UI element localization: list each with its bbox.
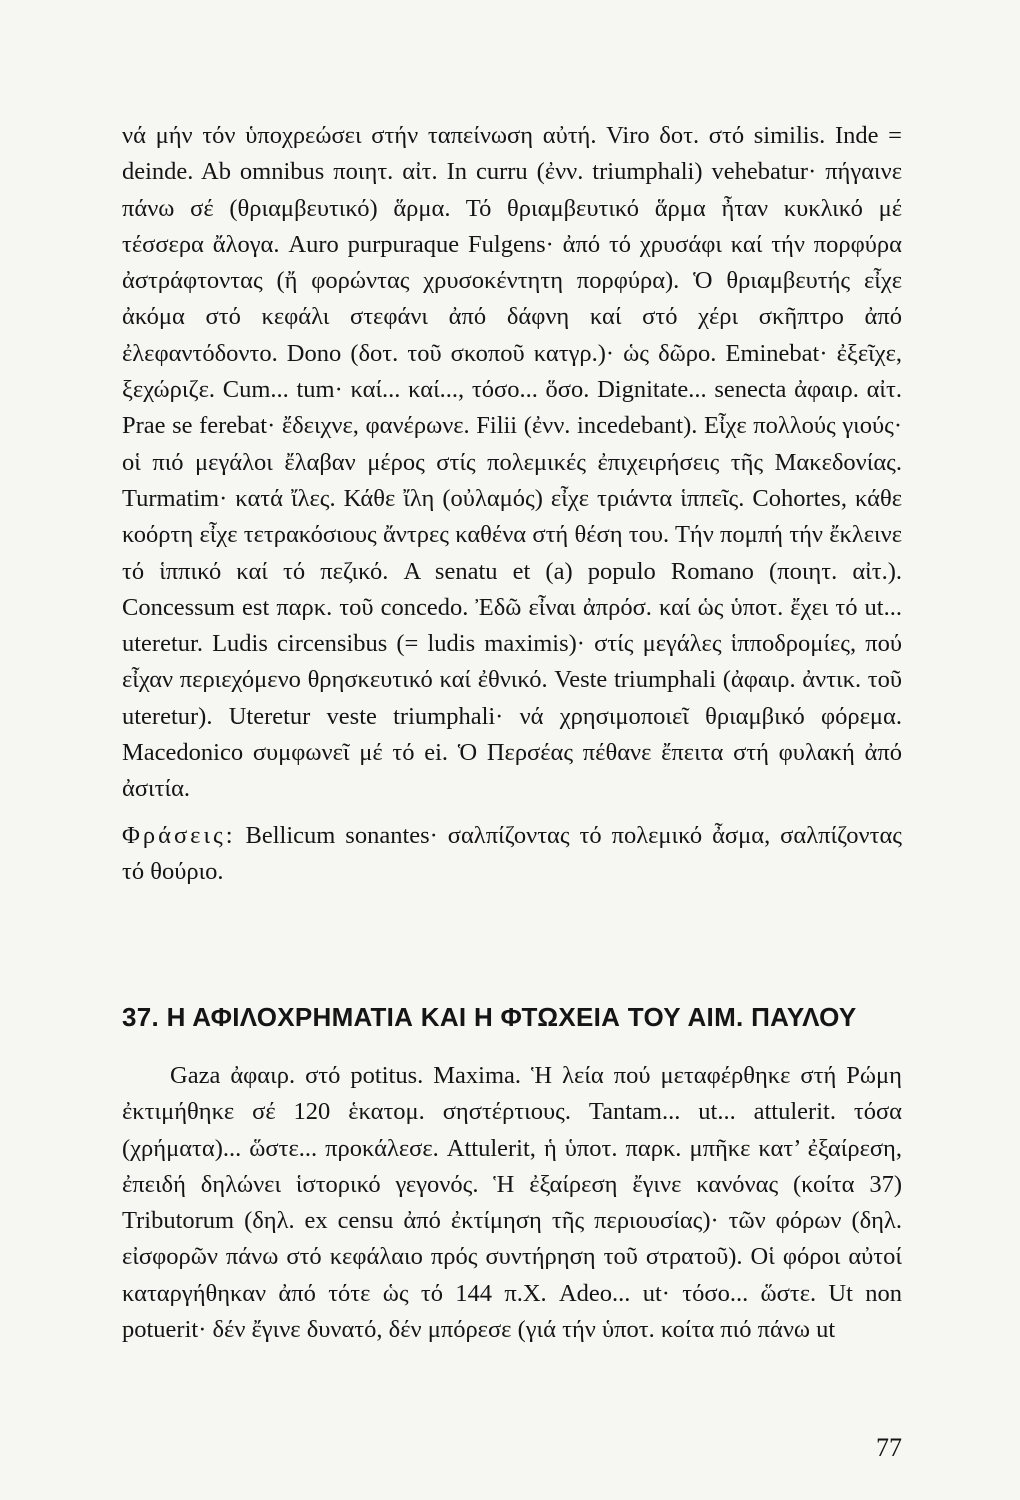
phrases-text: Bellicum sonantes· σαλπίζοντας τό πολεμικό ἆσμα, σαλπίζοντας τό θούριο. (122, 822, 902, 886)
commentary-paragraph-2: Gaza ἀφαιρ. στό potitus. Maxima. Ἡ λεία πού μεταφέρθηκε στή Ρώμη ἐκτιμήθηκε σέ 120 ἑκατομ. σηστέρτιους. Tantam... ut... attulerit. τόσα (χρήματα)... ὥστε... προκάλεσε. Attulerit, ἡ ὑποτ. παρκ. μπῆκε κατ’ ἐξαίρεση, ἐπειδή δηλώνει ἱστορικό γεγονός. Ἡ ἐξαίρεση ἔγινε κανόνας (κοίτα 37) Tributorum (δηλ. ex censu ἀπό ἐκτίμηση τῆς περιουσίας)· τῶν φόρων (δηλ. εἰσφορῶν πάνω στό κεφάλαιο πρός συντήρηση τοῦ στρατοῦ). Οἱ φόροι αὐτοί καταργήθηκαν ἀπό τότε ὡς τό 144 π.Χ. Adeo... ut· τόσο... ὥστε. Ut non potuerit· δέν ἔγινε δυνατό, δέν μπόρεσε (γιά τήν ὑποτ. κοίτα πιό πάνω ut (122, 1062, 902, 1344)
commentary-paragraph-1: νά μήν τόν ὑποχρεώσει στήν ταπείνωση αὐτή. Viro δοτ. στό similis. Inde = deinde. Ab omnibus ποιητ. αἰτ. In curru (ἐνν. triumphali) vehebatur· πήγαινε πάνω σέ (θριαμβευτικό) ἅρμα. Τό θριαμβευτικό ἅρμα ἦταν κυκλικό μέ τέσσερα ἄλογα. Auro purpuraque Fulgens· ἀπό τό χρυσάφι καί τήν πορφύρα ἀστράφτοντας (ἤ φορώντας χρυσοκέντητη πορφύρα). Ὁ θριαμβευτής εἶχε ἀκόμα στό κεφάλι στεφάνι ἀπό δάφνη καί στό χέρι σκῆπτρο ἀπό ἐλεφαντόδοντο. Dono (δοτ. τοῦ σκοποῦ κατγρ.)· ὡς δῶρο. Eminebat· ἐξεῖχε, ξεχώριζε. Cum... tum· καί... καί..., τόσο... ὅσο. Dignitate... senecta ἀφαιρ. αἰτ. Prae se ferebat· ἔδειχνε, φανέρωνε. Filii (ἐνν. incedebant). Εἶχε πολλούς γιούς· οἱ πιό μεγάλοι ἔλαβαν μέρος στίς πολεμικές ἐπιχειρήσεις τῆς Μακεδονίας. Turmatim· κατά ἴλες. Κάθε ἴλη (οὐλαμός) εἶχε τριάντα ἱππεῖς. Cohortes, κάθε κοόρτη εἶχε τετρακόσιους ἄντρες καθένα στή θέση του. Τήν πομπή τήν ἔκλεινε τό ἱππικό καί τό πεζικό. A senatu et (a) populo Romano (ποιητ. αἰτ.). Concessum est παρκ. τοῦ concedo. Ἐδῶ εἶναι ἀπρόσ. καί ὡς ὑποτ. ἔχει τό ut... uteretur. Ludis circensibus (= ludis maximis)· στίς μεγάλες ἱπποδρομίες, πού εἶχαν περιεχόμενο θρησκευτικό καί ἐθνικό. Veste triumphali (ἀφαιρ. ἀντικ. τοῦ uteretur). Uteretur veste triumphali· νά χρησιμοποιεῖ θριαμβικό φόρεμα. Macedonico συμφωνεῖ μέ τό ei. Ὁ Περσέας πέθανε ἔπειτα στή φυλακή ἀπό ἀσιτία. (122, 122, 902, 803)
page-number: 77 (876, 1433, 902, 1462)
phrases-paragraph (122, 818, 902, 891)
phrases-label: Φράσεις: (122, 822, 236, 849)
section-heading: 37. Η ΑΦΙΛΟΧΡΗΜΑΤΙΑ ΚΑΙ Η ΦΤΩΧΕΙΑ ΤΟΥ ΑΙΜ. ΠΑΥΛΟΥ (122, 1002, 857, 1032)
